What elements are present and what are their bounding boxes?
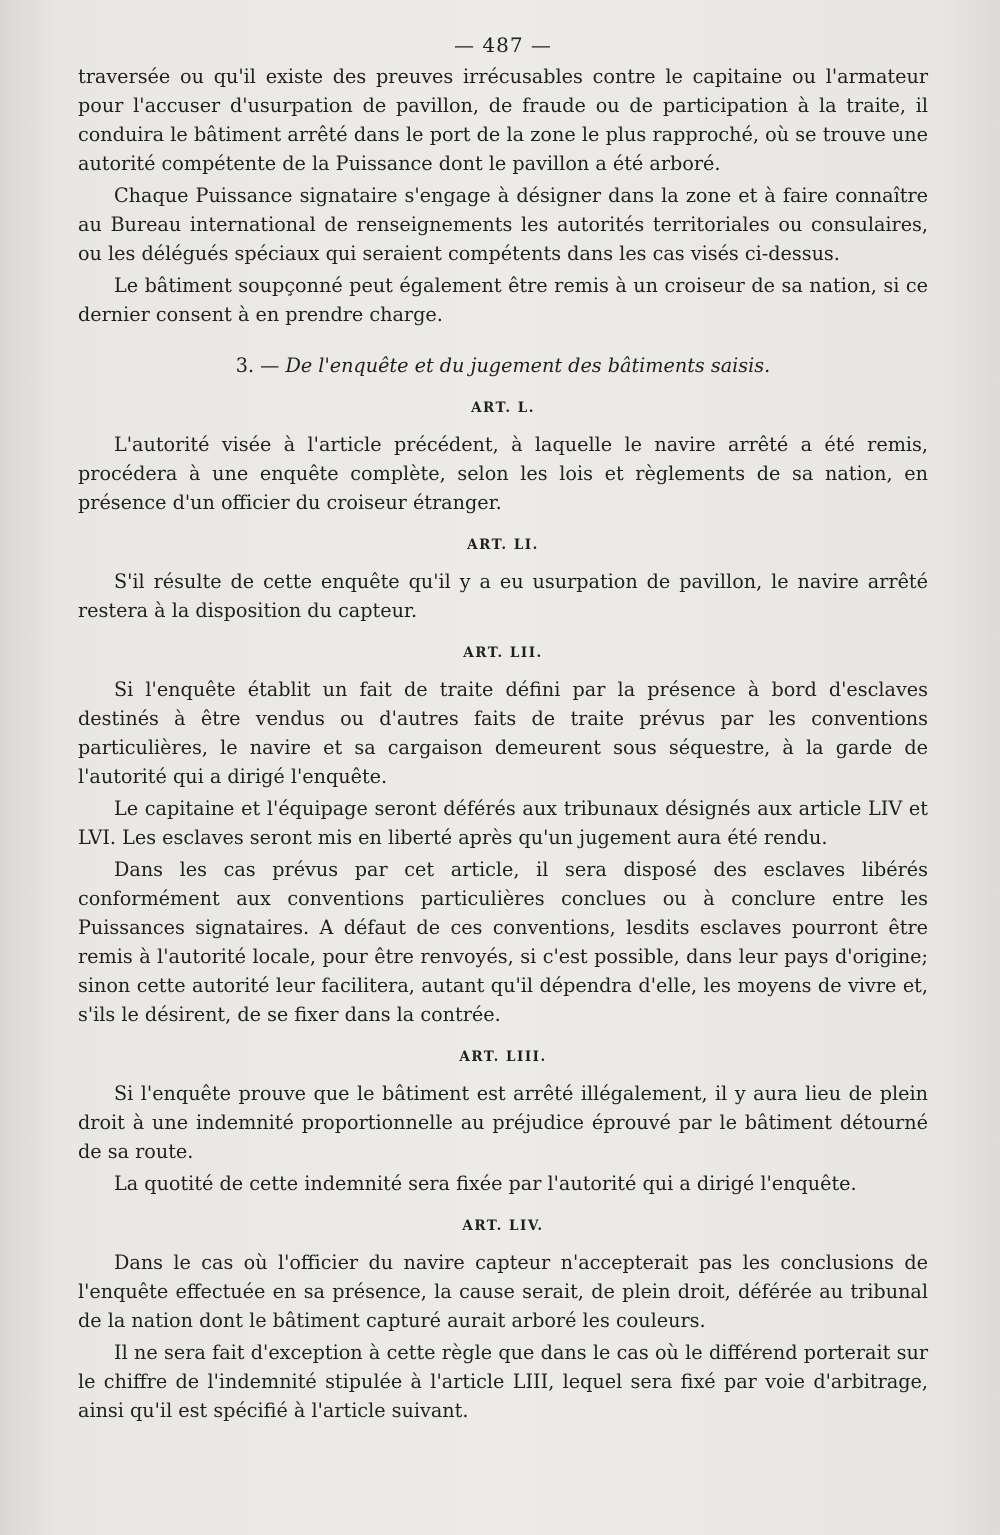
paragraph: Le capitaine et l'équipage seront déférés aux tribunaux désignés aux article LIV et LVI. Les esclaves seront mis en liberté après qu'un jugement aura été rendu. — [78, 797, 928, 849]
paragraph: Si l'enquête établit un fait de traite défini par la présence à bord d'esclaves destinés à être vendus ou d'autres faits de traite prévus par les conventions particulières, le navire et sa cargaison demeurent sous séquestre, à la garde de l'autorité qui a dirigé l'enquête. — [78, 678, 928, 788]
section-title: De l'enquête et du jugement des bâtiments saisis. — [285, 354, 771, 377]
paragraph: Chaque Puissance signataire s'engage à désigner dans la zone et à faire connaître au Bureau international de renseignements les autorités territoriales ou consulaires, ou les délégués spéciaux qui seraient compétents dans les cas visés ci-dessus. — [78, 184, 928, 265]
paragraph: La quotité de cette indemnité sera fixée par l'autorité qui a dirigé l'enquête. — [114, 1172, 857, 1195]
article-heading: ART. L. — [471, 400, 535, 416]
paragraph: S'il résulte de cette enquête qu'il y a eu usurpation de pavillon, le navire arrêté restera à la disposition du capteur. — [78, 570, 928, 622]
paragraph: Le bâtiment soupçonné peut également être remis à un croiseur de sa nation, si ce dernier consent à en prendre charge. — [78, 274, 928, 326]
paragraph: traversée ou qu'il existe des preuves irrécusables contre le capitaine ou l'armateur pour l'accuser d'usurpation de pavillon, de fraude ou de participation à la traite, il conduira le bâtiment arrêté dans le port de la zone le plus rapproché, où se trouve une autorité compétente de la Puissance dont le pavillon a été arboré. — [78, 65, 928, 175]
paragraph: Dans les cas prévus par cet article, il sera disposé des esclaves libérés conformément aux conventions particulières conclues ou à conclure entre les Puissances signataires. A défaut de ces conventions, lesdits esclaves pourront être remis à l'autorité locale, pour être renvoyés, si c'est possible, dans leur pays d'origine; sinon cette autorité leur facilitera, autant qu'il dépendra d'elle, les moyens de vivre et, s'ils le désirent, de se fixer dans la contrée. — [78, 858, 928, 1026]
paragraph: Si l'enquête prouve que le bâtiment est arrêté illégalement, il y aura lieu de plein droit à une indemnité proportionnelle au préjudice éprouvé par le bâtiment détourné de sa route. — [78, 1082, 928, 1163]
paragraph: L'autorité visée à l'article précédent, à laquelle le navire arrêté a été remis, procédera à une enquête complète, selon les lois et règlements de sa nation, en présence d'un officier du croiseur étranger. — [78, 433, 928, 514]
page-content — [78, 30, 928, 1428]
article-heading: ART. LII. — [463, 645, 543, 661]
section-heading — [78, 351, 928, 380]
page-number: — 487 — — [454, 33, 552, 57]
article-heading: ART. LIII. — [459, 1049, 547, 1065]
article-heading: ART. LI. — [467, 537, 539, 553]
paragraph: Dans le cas où l'officier du navire capteur n'accepterait pas les conclusions de l'enquête effectuée en sa présence, la cause serait, de plein droit, déférée au tribunal de la nation dont le bâtiment capturé aurait arboré les couleurs. — [78, 1251, 928, 1332]
paragraph: Il ne sera fait d'exception à cette règle que dans le cas où le différend porterait sur le chiffre de l'indemnité stipulée à l'article LIII, lequel sera fixé par voie d'arbitrage, ainsi qu'il est spécifié à l'article suivant. — [78, 1341, 928, 1422]
section-number: 3. — — [235, 354, 280, 377]
article-heading: ART. LIV. — [462, 1218, 544, 1234]
